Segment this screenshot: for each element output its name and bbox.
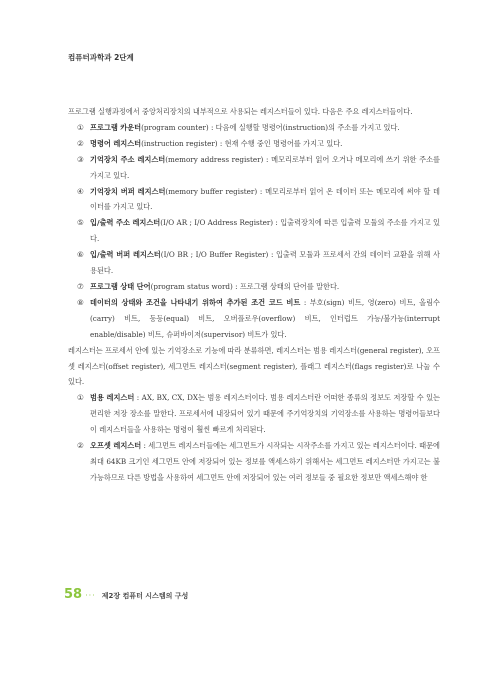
intro-paragraph: 프로그램 실행과정에서 중앙처리장치의 내부적으로 사용되는 레지스터들이 있다. 다음은 주요 레지스터들이다. (68, 107, 413, 116)
item-term: 프로그램 상태 단어 (90, 281, 151, 291)
list-item (68, 136, 440, 152)
page-number: 58 (64, 587, 83, 602)
list-item (68, 184, 440, 216)
item-term: 기억장치 주소 레지스터 (90, 154, 166, 164)
list-item (68, 215, 440, 247)
item-term: 입/출력 버퍼 레지스터 (90, 250, 161, 260)
item-number: ⑦ (77, 281, 84, 291)
item-description: (memory buffer register) : 메모리로부터 읽어 온 데이터 또는 메모리에 써야 할 데이터를 가지고 있다. (90, 186, 440, 212)
item-term: 입/출력 주소 레지스터 (90, 218, 161, 228)
item-term: 데이터의 상태와 조건을 나타내기 위하여 추가된 조건 코드 비트 (90, 297, 301, 307)
chapter-title: 제2장 컴퓨터 시스템의 구성 (101, 592, 189, 600)
list-item (68, 120, 440, 136)
item-number: ① (77, 393, 84, 403)
item-number: ⑧ (77, 297, 84, 307)
item-number: ③ (77, 154, 84, 164)
register-list (68, 120, 440, 343)
item-number: ⑤ (77, 218, 84, 228)
list-item (68, 390, 440, 438)
register-kind-list (68, 390, 440, 485)
page-footer (64, 587, 188, 602)
item-number: ⑥ (77, 250, 84, 260)
item-number: ① (77, 122, 84, 132)
footer-separator: ··· (85, 591, 96, 600)
item-term: 명령어 레지스터 (90, 138, 142, 148)
item-term: 프로그램 카운터 (90, 122, 142, 132)
list-item (68, 438, 440, 486)
body-text (68, 104, 440, 486)
list-item (68, 247, 440, 279)
item-description: (program status word) : 프로그램 상태의 단어를 말한다. (150, 281, 340, 291)
item-number: ④ (77, 186, 84, 196)
item-number: ② (77, 138, 84, 148)
item-description: (instruction register) : 현재 수행 중인 명령어를 가지고 있다. (141, 138, 343, 148)
item-description: (memory address register) : 메모리로부터 읽어 오거나 메모리에 쓰기 위한 주소를 가지고 있다. (90, 154, 441, 180)
item-term: 범용 레지스터 (90, 393, 135, 403)
classification-paragraph: 레지스터는 프로세서 안에 있는 기억장소로 기능에 따라 분류하면, 레지스터는 범용 레지스터(general register), 오프셋 레지스터(offset register), 세그먼트 레지스터(segment register), 플래그 레지스터(flags register)로 나눌 수 있다. (68, 345, 440, 387)
item-term: 오프셋 레지스터 (90, 441, 142, 451)
item-description: (I/O AR ; I/O Address Register) : 입출력장치에 따른 입출력 모듈의 주소를 가지고 있다. (90, 218, 440, 244)
list-item (68, 295, 440, 343)
item-description: (program counter) : 다음에 실행할 명령어(instruction)의 주소를 가지고 있다. (141, 122, 400, 132)
list-item (68, 279, 440, 295)
item-description: : 부호(sign) 비트, 영(zero) 비트, 올림수(carry) 비트, 동등(equal) 비트, 오버플로우(overflow) 비트, 인터럽트 가능/불가능(interrupt enable/disable) 비트, 슈퍼바이저(supervisor) 비트가 있다. (90, 297, 441, 339)
item-number: ② (77, 441, 84, 451)
running-header: 컴퓨터과학과 2단계 (68, 53, 134, 62)
item-description: : AX, BX, CX, DX는 범용 레지스터이다. 범용 레지스터란 어떠한 종류의 정보도 저장할 수 있는 편리한 저장 장소를 말한다. 프로세서에 내장되어 있기 때문에 주기억장치의 기억장소를 사용하는 명령어들보다 이 레지스터들을 사용하는 명령이 훨씬 빠르게 처리된다. (90, 393, 440, 435)
list-item (68, 152, 440, 184)
item-term: 기억장치 버퍼 레지스터 (90, 186, 166, 196)
item-description: (I/O BR ; I/O Buffer Register) : 입출력 모듈과 프로세서 간의 데이터 교환을 위해 사용된다. (90, 250, 440, 276)
item-description: : 세그먼트 레지스터들에는 세그먼트가 시작되는 시작주소를 가지고 있는 레지스터이다. 때문에 최대 64KB 크기인 세그먼트 안에 저장되어 있는 정보를 액세스하기 위해서는 세그먼트 레지스터만 가지고는 불가능하므로 다른 방법을 사용하여 세그먼트 안에 저장되어 있는 여러 정보들 중 필요한 정보만 액세스해야 한 (90, 441, 440, 482)
